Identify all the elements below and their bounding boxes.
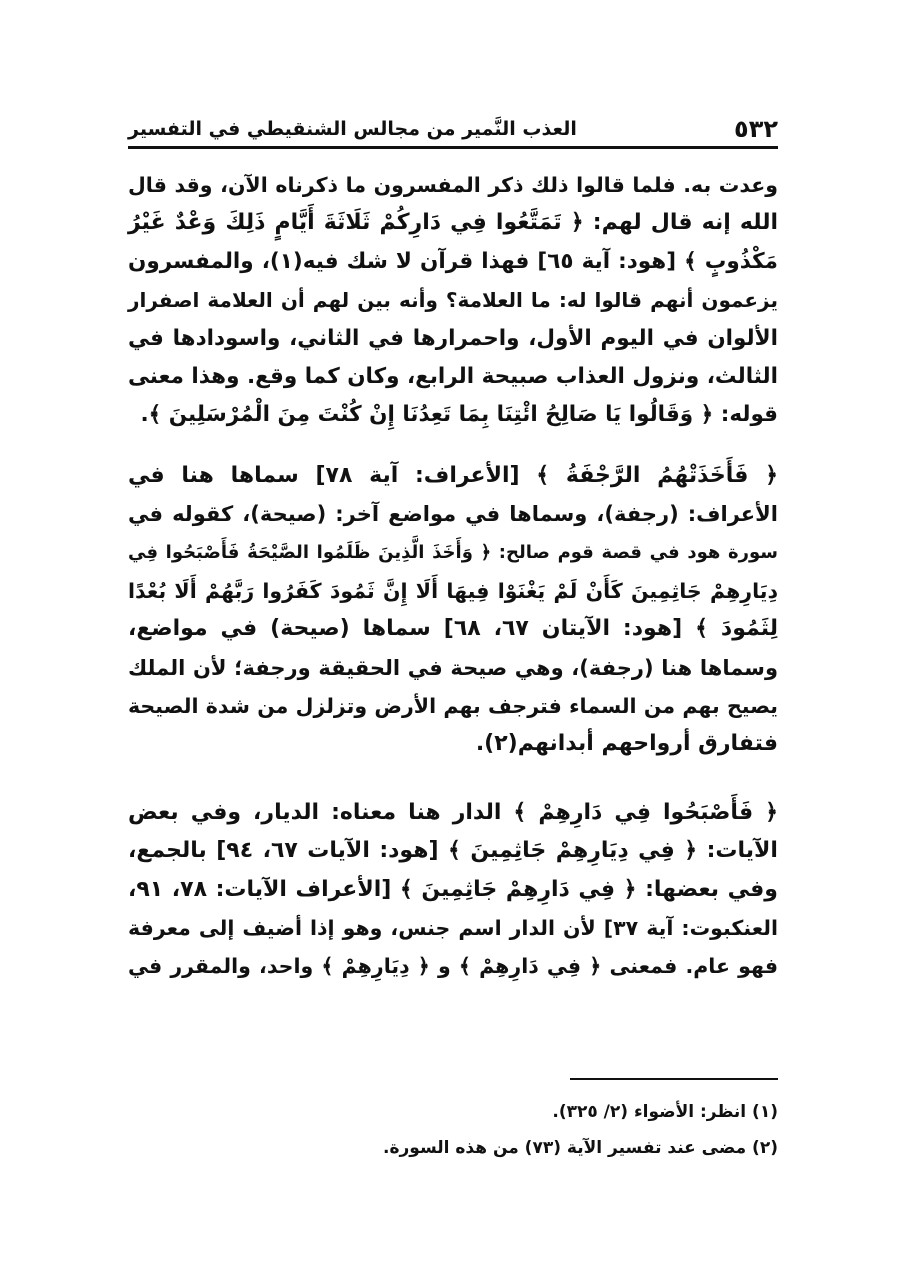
page-body — [128, 166, 778, 1000]
text-line: الآيات: ﴿ فِي دِيَارِهِمْ جَاثِمِينَ ﴾ [هود: الآيات ٦٧، ٩٤] بالجمع، — [128, 838, 778, 864]
text-line: سورة هود في قصة قوم صالح: ﴿ وَأَخَذَ الَّذِينَ ظَلَمُوا الصَّيْحَةُ فَأَصْبَحُوا فِي — [128, 541, 778, 563]
text-line: فتفارق أرواحهم أبدانهم(٢). — [475, 731, 778, 757]
text-line: الألوان في اليوم الأول، واحمرارها في الثاني، واسودادها في — [128, 325, 778, 351]
text-line: يصيح بهم من السماء فترجف بهم الأرض وتزلزل من شدة الصيحة — [128, 694, 778, 719]
footnote-divider — [570, 1078, 778, 1080]
text-line: مَكْذُوبٍ ﴾ [هود: آية ٦٥] فهذا قرآن لا شك فيه(١)، والمفسرون — [128, 248, 778, 274]
text-line: ﴿ فَأَخَذَتْهُمُ الرَّجْفَةُ ﴾ [الأعراف: آية ٧٨] سماها هنا في — [128, 462, 778, 488]
text-line: وعدت به. فلما قالوا ذلك ذكر المفسرون ما ذكرناه الآن، وقد قال — [128, 173, 778, 197]
running-title: العذب النَّمير من مجالس الشنقيطي في التفسير — [128, 118, 577, 140]
paragraph-3 — [128, 794, 778, 986]
paragraph-2 — [128, 457, 778, 764]
text-line: الأعراف: (رجفة)، وسماها في مواضع آخر: (صيحة)، كقوله في — [128, 502, 778, 527]
footnotes — [128, 1094, 778, 1166]
page-number: ٥٣٢ — [734, 115, 778, 143]
text-line: لِثَمُودَ ﴾ [هود: الآيتان ٦٧، ٦٨] سماها (صيحة) في مواضع، — [128, 616, 778, 642]
text-line: قوله: ﴿ وَقَالُوا يَا صَالِحُ ائْتِنَا بِمَا تَعِدُنَا إِنْ كُنْتَ مِنَ الْمُرْسَلِينَ ﴾. — [140, 402, 778, 428]
paragraph-1 — [128, 166, 778, 435]
text-line: وفي بعضها: ﴿ فِي دَارِهِمْ جَاثِمِينَ ﴾ [الأعراف الآيات: ٧٨، ٩١، — [128, 876, 778, 902]
text-line: الثالث، ونزول العذاب صبيحة الرابع، وكان كما وقع. وهذا معنى — [127, 363, 778, 389]
page-header — [128, 112, 778, 146]
header-divider — [128, 146, 778, 149]
text-line: يزعمون أنهم قالوا له: ما العلامة؟ وأنه بين لهم أن العلامة اصفرار — [128, 288, 778, 313]
text-line: العنكبوت: آية ٣٧] لأن الدار اسم جنس، وهو إذا أضيف إلى معرفة — [128, 916, 778, 941]
text-line: دِيَارِهِمْ جَاثِمِينَ كَأَنْ لَمْ يَغْنَوْا فِيهَا أَلَا إِنَّ ثَمُودَ كَفَرُوا رَبَّهُمْ أَلَا بُعْدًا — [128, 578, 778, 603]
text-line: فهو عام. فمعنى ﴿ فِي دَارِهِمْ ﴾ و ﴿ دِيَارِهِمْ ﴾ واحد، والمقرر في — [128, 954, 778, 979]
text-line: ﴿ فَأَصْبَحُوا فِي دَارِهِمْ ﴾ الدار هنا معناه: الديار، وفي بعض — [128, 799, 778, 825]
footnote-1: (١) انظر: الأضواء (٢/ ٣٢٥). — [552, 1102, 778, 1122]
text-line: الله إنه قال لهم: ﴿ تَمَتَّعُوا فِي دَارِكُمْ ثَلَاثَةَ أَيَّامٍ ذَلِكَ وَعْدٌ غَيْرُ — [128, 210, 778, 236]
footnote-2: (٢) مضى عند تفسير الآية (٧٣) من هذه السورة. — [383, 1138, 778, 1158]
text-line: وسماها هنا (رجفة)، وهي صيحة في الحقيقة ورجفة؛ لأن الملك — [128, 655, 778, 680]
